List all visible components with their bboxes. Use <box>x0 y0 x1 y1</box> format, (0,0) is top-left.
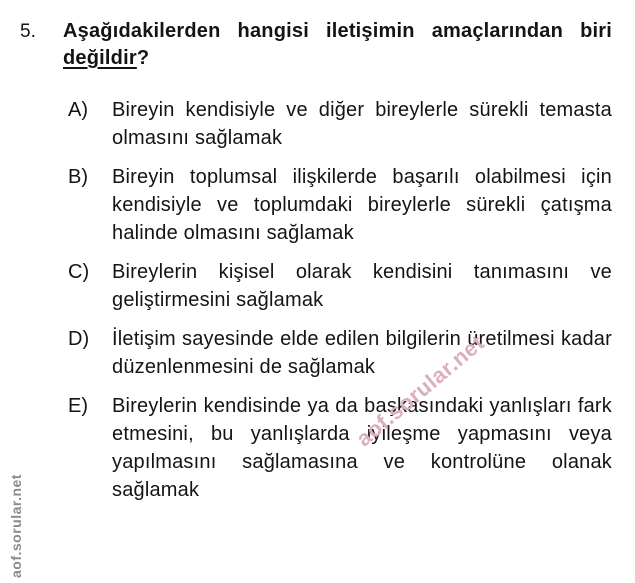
option-text-c: Bireylerin kişisel olarak kendisini tanımasını ve geliştirmesini sağlamak <box>112 261 612 311</box>
option-row-d <box>68 325 612 381</box>
option-letter-e: E) <box>68 395 88 417</box>
option-letter-b: B) <box>68 166 88 188</box>
question-block <box>0 0 635 72</box>
option-letter-c: C) <box>68 261 90 283</box>
option-row-e <box>68 392 612 504</box>
question-number: 5. <box>20 21 36 42</box>
question-underlined-word: değildir <box>63 47 137 69</box>
option-row-a <box>68 96 612 152</box>
option-row-b <box>68 163 612 247</box>
question-text <box>63 18 612 72</box>
option-text-a: Bireyin kendisiyle ve diğer bireylerle sürekli temasta olmasını sağlamak <box>112 99 612 149</box>
options-list <box>0 96 635 504</box>
option-text-d: İletişim sayesinde elde edilen bilgilerin üretilmesi kadar düzenlenmesini de sağlamak <box>112 328 612 378</box>
question-mark: ? <box>136 47 150 69</box>
option-row-c <box>68 258 612 314</box>
watermark-diagonal: aof.sorular.net <box>351 329 490 452</box>
question-text-before: Aşağıdakilerden hangisi iletişimin amaçlarından biri <box>63 20 612 42</box>
watermark-vertical: aof.sorular.net <box>8 474 24 578</box>
option-text-b: Bireyin toplumsal ilişkilerde başarılı olabilmesi için kendisiyle ve toplumdaki bireylerle sürekli çatışma halinde olmasını sağlamak <box>112 166 612 244</box>
option-text-e: Bireylerin kendisinde ya da başkasındaki yanlışları fark etmesini, bu yanlışlarda iyileşme yapmasını veya yapılmasını sağlamasına ve kontrolüne olanak sağlamak <box>112 395 612 501</box>
option-letter-a: A) <box>68 99 88 121</box>
option-letter-d: D) <box>68 328 90 350</box>
